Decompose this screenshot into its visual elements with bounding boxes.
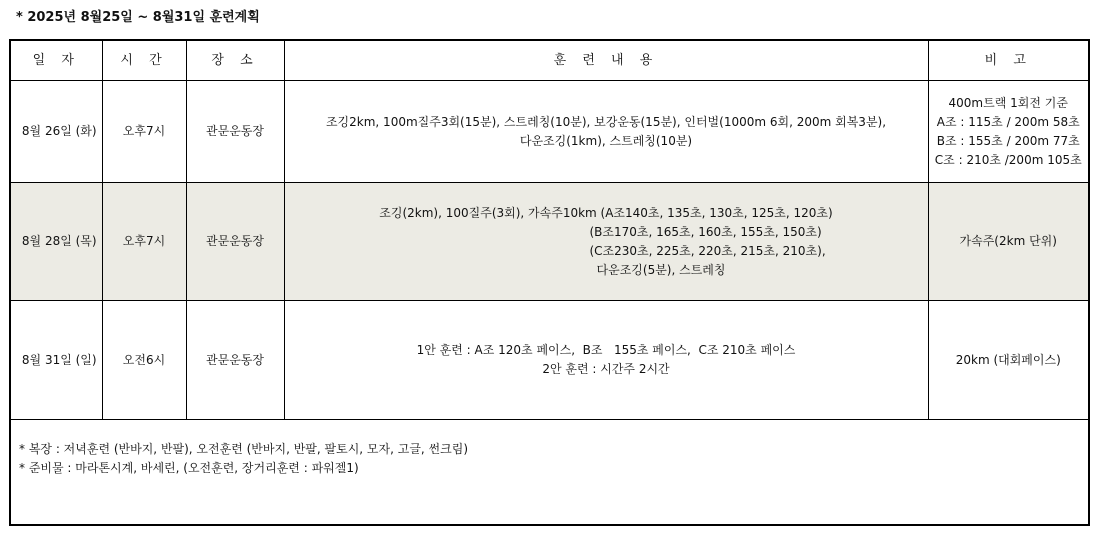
content-line: (C조230초, 225초, 220초, 215초, 210초),	[589, 243, 826, 258]
content-line: 2안 훈련 : 시간주 2시간	[542, 362, 670, 376]
remarks-line: 400m트랙 1회전 기준	[948, 95, 1068, 110]
content-line: 조깅(2km), 100질주(3회), 가속주10km (A조140초, 135초, 130초, 125초, 120초)	[379, 205, 833, 220]
header-content: 훈 련 내 용	[284, 40, 928, 81]
header-remarks: 비 고	[928, 40, 1089, 81]
row-remarks	[928, 183, 1089, 301]
notes-cell	[10, 420, 1089, 526]
row-time: 오후7시	[102, 81, 186, 183]
content-line: 다운조깅(1km), 스트레칭(10분)	[519, 133, 693, 148]
page-title: * 2025년 8월25일 ~ 8월31일 훈련계획	[16, 10, 260, 25]
row-place: 관문운동장	[186, 301, 284, 420]
remarks-line: 가속주(2km 단위)	[959, 234, 1057, 248]
notes-row	[10, 420, 1089, 526]
table-row	[10, 81, 1089, 183]
row-place: 관문운동장	[186, 81, 284, 183]
training-plan-table	[9, 39, 1090, 526]
remarks-line: 20km (대회페이스)	[955, 352, 1061, 367]
row-time: 오전6시	[102, 301, 186, 420]
header-place: 장 소	[186, 40, 284, 81]
row-remarks	[928, 301, 1089, 420]
row-content	[284, 81, 928, 183]
remarks-line: C조 : 210초 /200m 105초	[934, 152, 1082, 167]
content-line: 다운조깅(5분), 스트레칭	[596, 262, 726, 277]
note-line: * 복장 : 저녁훈련 (반바지, 반팔), 오전훈련 (반바지, 반팔, 팔토시, 모자, 고글, 썬크림)	[19, 442, 469, 456]
row-content	[284, 183, 928, 301]
content-line: 조깅2km, 100m질주3회(15분), 스트레칭(10분), 보강운동(15분), 인터벌(1000m 6회, 200m 회복3분),	[325, 114, 887, 129]
row-date: 8월 26일 (화)	[10, 81, 102, 183]
remarks-line: A조 : 115초 / 200m 58초	[936, 114, 1080, 129]
header-time: 시 간	[102, 40, 186, 81]
remarks-line: B조 : 155초 / 200m 77초	[936, 133, 1080, 148]
row-place: 관문운동장	[186, 183, 284, 301]
header-date: 일 자	[10, 40, 102, 81]
table-row	[10, 301, 1089, 420]
content-line: (B조170초, 165초, 160초, 155초, 150초)	[589, 224, 822, 239]
row-date: 8월 31일 (일)	[10, 301, 102, 420]
row-remarks	[928, 81, 1089, 183]
table-row	[10, 183, 1089, 301]
content-line: 1안 훈련 : A조 120초 페이스, B조 155초 페이스, C조 210초 페이스	[416, 343, 796, 357]
table-header-row	[10, 40, 1089, 81]
row-content	[284, 301, 928, 420]
row-date: 8월 28일 (목)	[10, 183, 102, 301]
row-time: 오후7시	[102, 183, 186, 301]
note-line: * 준비물 : 마라톤시계, 바세린, (오전훈련, 장거리훈련 : 파워젤1)	[19, 461, 359, 475]
